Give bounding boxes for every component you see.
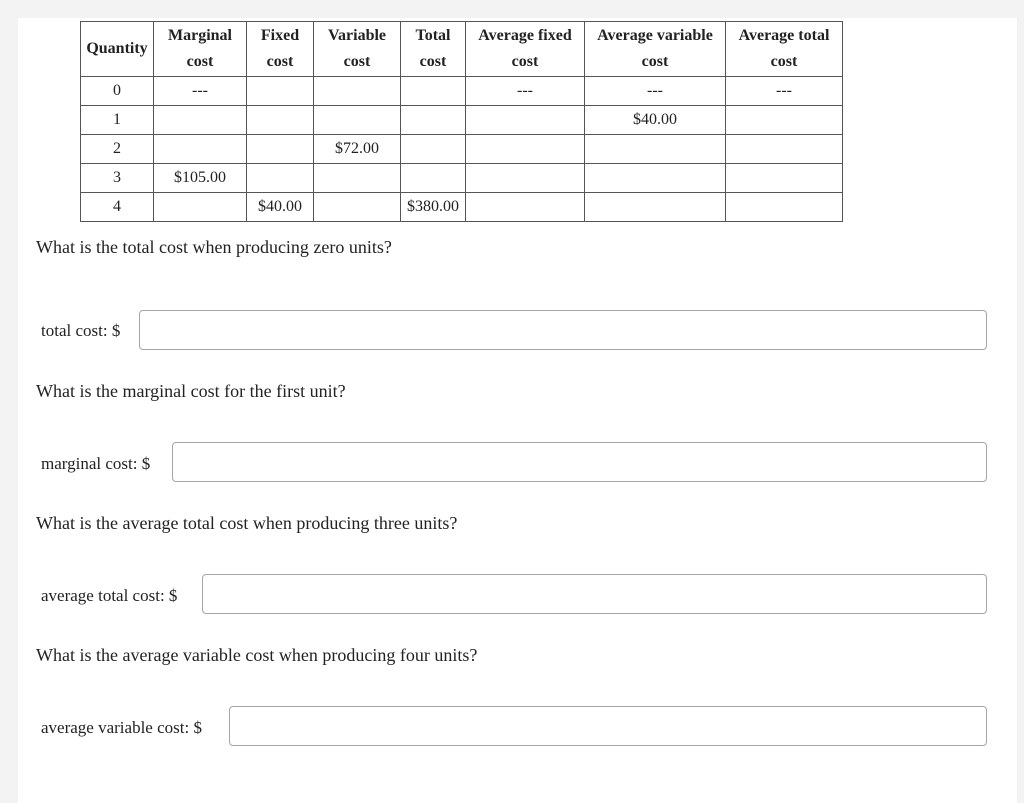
question-4-text: What is the average variable cost when producing four units? [36,645,478,665]
table-cell: --- [726,77,843,106]
marginal-cost-input[interactable] [172,442,987,482]
cost-table [80,21,843,222]
average-total-cost-label: average total cost: $ [41,586,178,605]
col-header-quantity: Quantity [81,22,154,77]
table-header-row [81,22,843,77]
question-1-text: What is the total cost when producing zero units? [36,237,392,257]
table-cell [585,135,726,164]
table-cell [585,193,726,222]
table-cell: $40.00 [247,193,314,222]
table-cell [466,193,585,222]
table-cell [726,106,843,135]
table-cell [401,106,466,135]
table-cell: $380.00 [401,193,466,222]
table-cell [154,106,247,135]
table-cell [314,164,401,193]
table-cell [726,193,843,222]
table-cell [247,77,314,106]
table-row [81,193,843,222]
table-cell: 4 [81,193,154,222]
table-cell [314,193,401,222]
table-cell: 3 [81,164,154,193]
col-header-total-cost: Total cost [401,22,466,77]
col-header-average-fixed-cost: Average fixed cost [466,22,585,77]
table-cell: 2 [81,135,154,164]
table-cell: $40.00 [585,106,726,135]
average-total-cost-input[interactable] [202,574,987,614]
table-cell [401,77,466,106]
table-cell: --- [154,77,247,106]
table-row [81,77,843,106]
average-variable-cost-label: average variable cost: $ [41,718,202,737]
table-cell: $72.00 [314,135,401,164]
table-cell [466,106,585,135]
table-cell [247,106,314,135]
table-row [81,164,843,193]
table-cell [726,135,843,164]
table-cell: 0 [81,77,154,106]
table-cell [314,77,401,106]
marginal-cost-label: marginal cost: $ [41,454,151,473]
table-cell [154,135,247,164]
table-cell [154,193,247,222]
average-variable-cost-input[interactable] [229,706,987,746]
question-3-text: What is the average total cost when producing three units? [36,513,458,533]
table-cell [726,164,843,193]
col-header-marginal-cost: Marginal cost [154,22,247,77]
table-cell: $105.00 [154,164,247,193]
question-2-text: What is the marginal cost for the first unit? [36,381,346,401]
table-cell: 1 [81,106,154,135]
total-cost-input[interactable] [139,310,987,350]
table-cell [401,135,466,164]
col-header-variable-cost: Variable cost [314,22,401,77]
table-cell: --- [466,77,585,106]
table-cell [247,135,314,164]
table-row [81,135,843,164]
table-cell [585,164,726,193]
table-row [81,106,843,135]
table-cell [401,164,466,193]
col-header-fixed-cost: Fixed cost [247,22,314,77]
table-cell [466,164,585,193]
total-cost-label: total cost: $ [41,321,121,340]
col-header-average-total-cost: Average total cost [726,22,843,77]
table-cell [466,135,585,164]
col-header-average-variable-cost: Average variable cost [585,22,726,77]
table-cell: --- [585,77,726,106]
table-cell [314,106,401,135]
table-cell [247,164,314,193]
